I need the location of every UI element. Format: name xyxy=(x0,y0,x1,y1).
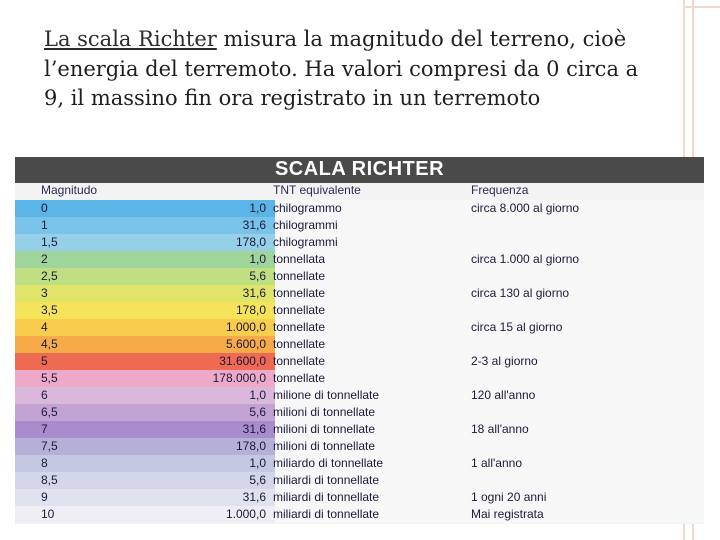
cell-frequency: 1 all'anno xyxy=(471,456,522,470)
cell-tnt-unit: tonnellate xyxy=(273,354,326,368)
cell-tnt-unit: tonnellate xyxy=(273,371,326,385)
slide-frame-line xyxy=(683,6,720,8)
cell-magnitude: 7 xyxy=(41,422,48,436)
cell-tnt-value: 1,0 xyxy=(249,201,266,215)
table-row xyxy=(15,200,704,217)
cell-tnt-value: 1,0 xyxy=(249,388,266,402)
table-row xyxy=(15,438,704,455)
cell-tnt-unit: miliardi di tonnellate xyxy=(273,507,380,521)
cell-tnt-unit: tonnellate xyxy=(273,337,326,351)
cell-magnitude: 3,5 xyxy=(41,303,58,317)
header-magnitude: Magnitudo xyxy=(41,183,98,197)
row-background xyxy=(275,336,704,353)
cell-tnt-value: 1.000,0 xyxy=(225,507,266,521)
table-row xyxy=(15,302,704,319)
table-row xyxy=(15,336,704,353)
table-title: SCALA RICHTER xyxy=(274,158,445,180)
cell-tnt-unit: tonnellate xyxy=(273,303,326,317)
cell-tnt-value: 31,6 xyxy=(242,218,266,232)
cell-magnitude: 2 xyxy=(41,252,48,266)
cell-tnt-value: 31.600,0 xyxy=(219,354,266,368)
cell-magnitude: 6,5 xyxy=(41,405,58,419)
cell-tnt-value: 178,0 xyxy=(235,235,266,249)
cell-tnt-value: 1.000,0 xyxy=(225,320,266,334)
cell-tnt-value: 5,6 xyxy=(249,405,266,419)
table-row xyxy=(15,472,704,489)
table-row xyxy=(15,353,704,370)
cell-tnt-value: 5,6 xyxy=(249,269,266,283)
table-row xyxy=(15,370,704,387)
cell-frequency: 1 ogni 20 anni xyxy=(471,490,547,504)
cell-magnitude: 8 xyxy=(41,456,48,470)
cell-tnt-unit: chilogrammi xyxy=(273,235,338,249)
table-row xyxy=(15,421,704,438)
cell-tnt-unit: miliardi di tonnellate xyxy=(273,490,380,504)
cell-tnt-unit: miliardi di tonnellate xyxy=(273,473,380,487)
cell-tnt-value: 1,0 xyxy=(249,252,266,266)
table-row xyxy=(15,268,704,285)
cell-magnitude: 2,5 xyxy=(41,269,58,283)
cell-frequency: circa 8.000 al giorno xyxy=(471,201,580,215)
cell-tnt-value: 5,6 xyxy=(249,473,266,487)
cell-tnt-value: 178,0 xyxy=(235,439,266,453)
cell-frequency: 18 all'anno xyxy=(471,422,529,436)
table-row xyxy=(15,404,704,421)
table-row xyxy=(15,285,704,302)
cell-magnitude: 3 xyxy=(41,286,48,300)
cell-frequency: circa 15 al giorno xyxy=(471,320,563,334)
table-row xyxy=(15,234,704,251)
cell-tnt-value: 31,6 xyxy=(242,422,266,436)
cell-frequency: Mai registrata xyxy=(471,507,544,521)
header-tnt: TNT equivalente xyxy=(273,183,361,197)
cell-magnitude: 9 xyxy=(41,490,48,504)
cell-tnt-unit: milioni di tonnellate xyxy=(273,422,376,436)
table-row xyxy=(15,455,704,472)
cell-magnitude: 4,5 xyxy=(41,337,58,351)
cell-tnt-value: 5.600,0 xyxy=(225,337,266,351)
row-background xyxy=(275,302,704,319)
row-background xyxy=(275,234,704,251)
table-row xyxy=(15,251,704,268)
table-row xyxy=(15,489,704,506)
cell-frequency: circa 130 al giorno xyxy=(471,286,570,300)
cell-magnitude: 10 xyxy=(41,507,55,521)
cell-tnt-unit: milioni di tonnellate xyxy=(273,439,376,453)
row-background xyxy=(275,370,704,387)
table-row xyxy=(15,217,704,234)
cell-tnt-unit: chilogrammo xyxy=(273,201,342,215)
row-background xyxy=(275,268,704,285)
table-row xyxy=(15,506,704,523)
richter-scale-table xyxy=(15,157,704,524)
cell-tnt-unit: tonnellate xyxy=(273,320,326,334)
cell-frequency: circa 1.000 al giorno xyxy=(471,252,580,266)
slide-body-rest: misura la magnitudo del terreno, cioè l’energia del terremoto. Ha valori compresi da 0 circa a 9, il massino fin ora registrato in un terremoto xyxy=(44,27,639,110)
table-row xyxy=(15,387,704,404)
cell-magnitude: 7,5 xyxy=(41,439,58,453)
cell-magnitude: 1,5 xyxy=(41,235,58,249)
cell-magnitude: 8,5 xyxy=(41,473,58,487)
cell-tnt-value: 178,0 xyxy=(235,303,266,317)
cell-tnt-unit: milioni di tonnellate xyxy=(273,405,376,419)
header-frequency: Frequenza xyxy=(471,183,529,197)
cell-tnt-value: 178.000,0 xyxy=(212,371,266,385)
table-row xyxy=(15,319,704,336)
slide-body-text xyxy=(44,25,644,114)
richter-scale-link[interactable]: La scala Richter xyxy=(44,27,217,51)
cell-frequency: 120 all'anno xyxy=(471,388,536,402)
cell-tnt-unit: miliardo di tonnellate xyxy=(273,456,384,470)
table-header-row xyxy=(15,183,704,199)
cell-magnitude: 1 xyxy=(41,218,48,232)
cell-tnt-unit: milione di tonnellate xyxy=(273,388,380,402)
row-background xyxy=(275,217,704,234)
cell-magnitude: 6 xyxy=(41,388,48,402)
cell-tnt-unit: tonnellata xyxy=(273,252,326,266)
cell-tnt-unit: tonnellate xyxy=(273,286,326,300)
table-title-bar xyxy=(15,157,704,183)
cell-tnt-unit: tonnellate xyxy=(273,269,326,283)
cell-frequency: 2-3 al giorno xyxy=(471,354,538,368)
cell-magnitude: 5 xyxy=(41,354,48,368)
cell-magnitude: 0 xyxy=(41,201,48,215)
cell-tnt-unit: chilogrammi xyxy=(273,218,338,232)
cell-magnitude: 4 xyxy=(41,320,48,334)
cell-tnt-value: 31,6 xyxy=(242,490,266,504)
cell-tnt-value: 1,0 xyxy=(249,456,266,470)
cell-magnitude: 5,5 xyxy=(41,371,58,385)
cell-tnt-value: 31,6 xyxy=(242,286,266,300)
